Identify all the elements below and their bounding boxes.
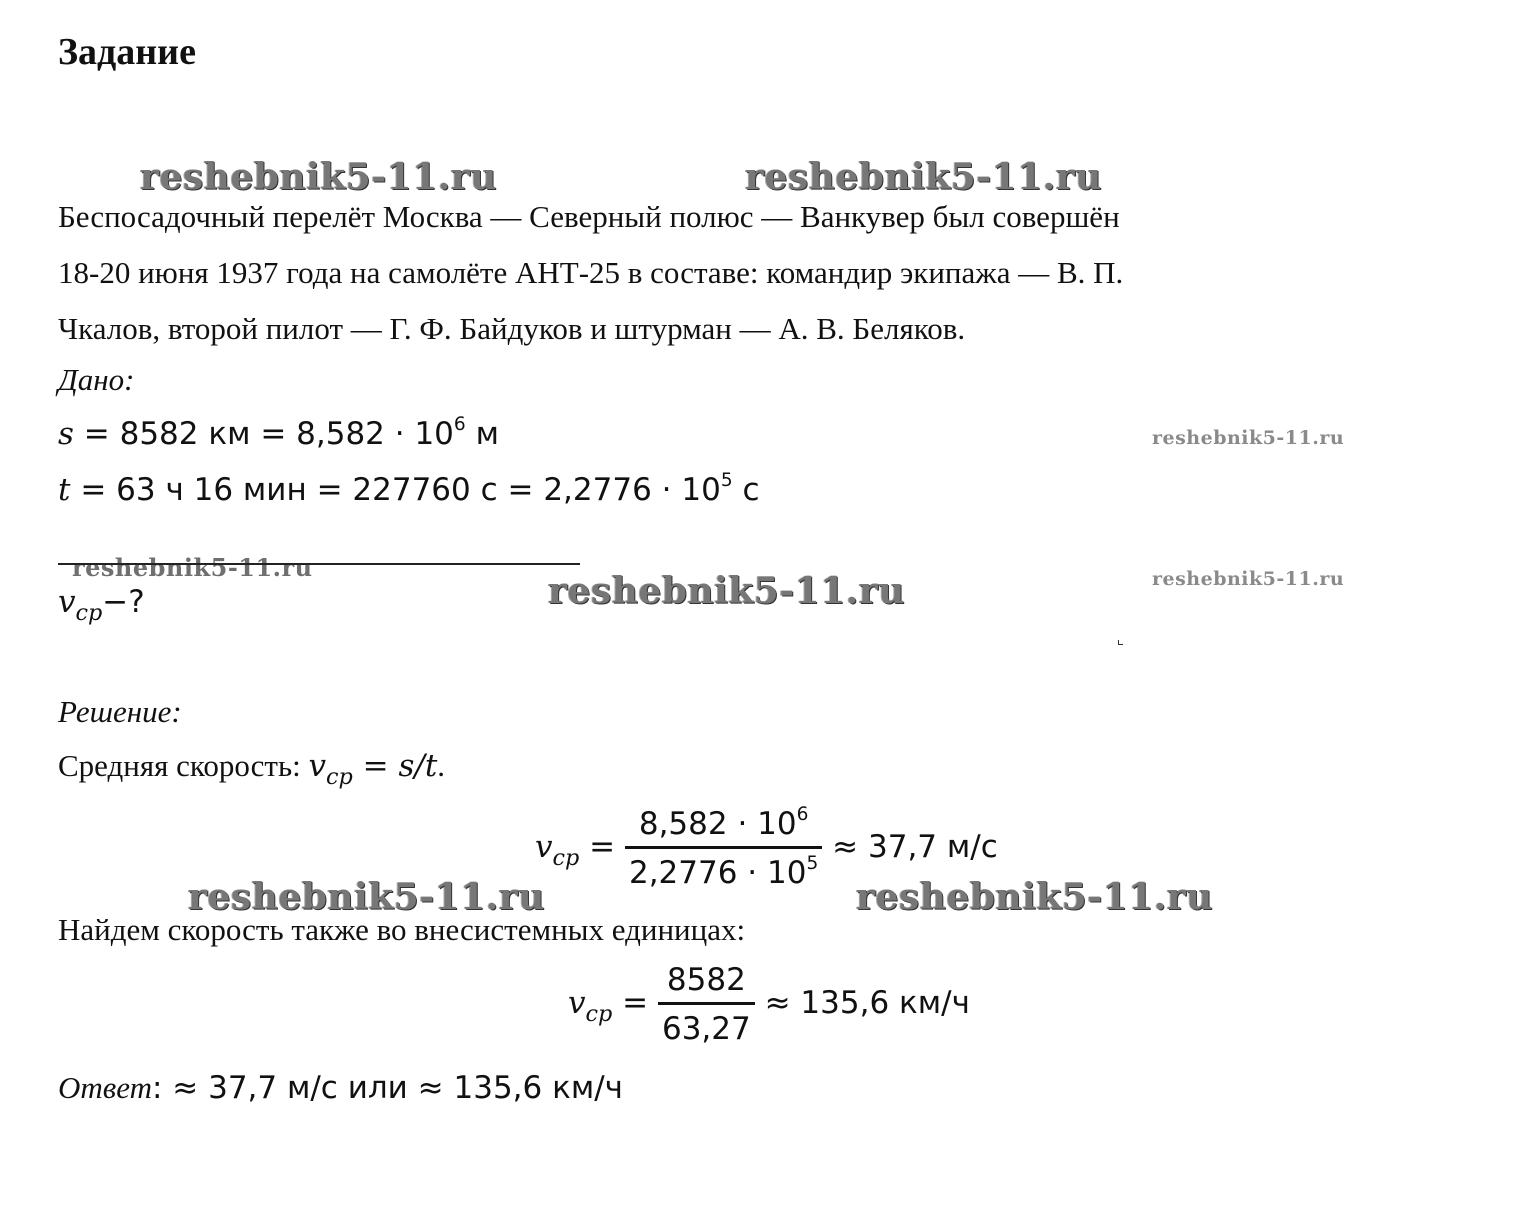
watermark: reshebnik5-11.ru: [548, 570, 905, 612]
time-exponent: 5: [720, 470, 733, 492]
fraction-numerator: $8,582 \cdot 10^6$: [625, 806, 822, 849]
find-velocity: [58, 584, 145, 626]
var-s: s: [58, 416, 74, 452]
given-label: Дано:: [58, 362, 135, 397]
average-speed-formula: = s/t: [352, 748, 438, 784]
scan-mark: [1118, 640, 1123, 645]
result-kmh: ≈ 135,6 км/ч: [754, 985, 970, 1021]
average-speed-line: [58, 748, 446, 790]
result-si: ≈ 37,7 м/с: [822, 829, 998, 865]
fraction-denominator: $2,2776 \cdot 10^5$: [628, 853, 819, 891]
page-title: Задание: [58, 31, 196, 73]
distance-value: = 8582 км = 8,582 · 10: [73, 416, 454, 452]
equation-kmh: [568, 962, 970, 1047]
distance-unit: м: [465, 416, 499, 452]
offsystem-text: Найдем скорость также во внесистемных единицах:: [58, 912, 746, 947]
given-divider: [58, 563, 580, 565]
solution-label: Решение:: [58, 694, 182, 729]
distance-exponent: 6: [453, 414, 466, 436]
average-speed-period: .: [437, 748, 446, 783]
watermark: reshebnik5-11.ru: [856, 876, 1213, 918]
problem-line-2: 18-20 июня 1937 года на самолёте АНТ-25 в составе: командир экипажа — В. П.: [58, 255, 1124, 290]
average-speed-text: Средняя скорость:: [58, 748, 309, 783]
var-v-subscript: ср: [585, 1000, 613, 1027]
fraction-kmh: [658, 962, 755, 1047]
var-v-subscript: ср: [552, 844, 580, 871]
watermark: reshebnik5-11.ru: [140, 156, 497, 198]
answer-text: : ≈ 37,7 м/с или ≈ 135,6 км/ч: [151, 1070, 623, 1106]
fraction-numerator: 8582: [658, 962, 755, 1005]
answer-line: [58, 1070, 623, 1106]
given-time: [58, 472, 760, 508]
find-question: −?: [102, 584, 145, 620]
equals-sign: =: [612, 985, 658, 1021]
var-v: v: [308, 748, 326, 784]
var-v: v: [58, 584, 76, 620]
time-value: = 63 ч 16 мин = 227760 с = 2,2776 · 10: [70, 472, 721, 508]
fraction-si: [625, 806, 822, 891]
problem-line-1: Беспосадочный перелёт Москва — Северный полюс — Ванкувер был совершён: [58, 199, 1120, 234]
watermark: reshebnik5-11.ru: [1152, 427, 1345, 449]
answer-label: Ответ: [58, 1070, 152, 1105]
var-v-subscript: ср: [75, 599, 103, 626]
watermark: reshebnik5-11.ru: [188, 876, 545, 918]
var-v: v: [568, 985, 586, 1021]
watermark: reshebnik5-11.ru: [1152, 568, 1345, 590]
var-v-subscript: ср: [326, 763, 353, 790]
equals-sign: =: [579, 829, 625, 865]
equation-si: [535, 806, 998, 891]
watermark: reshebnik5-11.ru: [745, 156, 1102, 198]
var-v: v: [535, 829, 553, 865]
watermark: reshebnik5-11.ru: [72, 553, 313, 582]
var-t: t: [58, 472, 71, 508]
fraction-denominator: 63,27: [661, 1011, 751, 1047]
time-unit: с: [732, 472, 760, 508]
given-distance: [58, 416, 499, 452]
problem-line-3: Чкалов, второй пилот — Г. Ф. Байдуков и штурман — А. В. Беляков.: [58, 311, 966, 346]
